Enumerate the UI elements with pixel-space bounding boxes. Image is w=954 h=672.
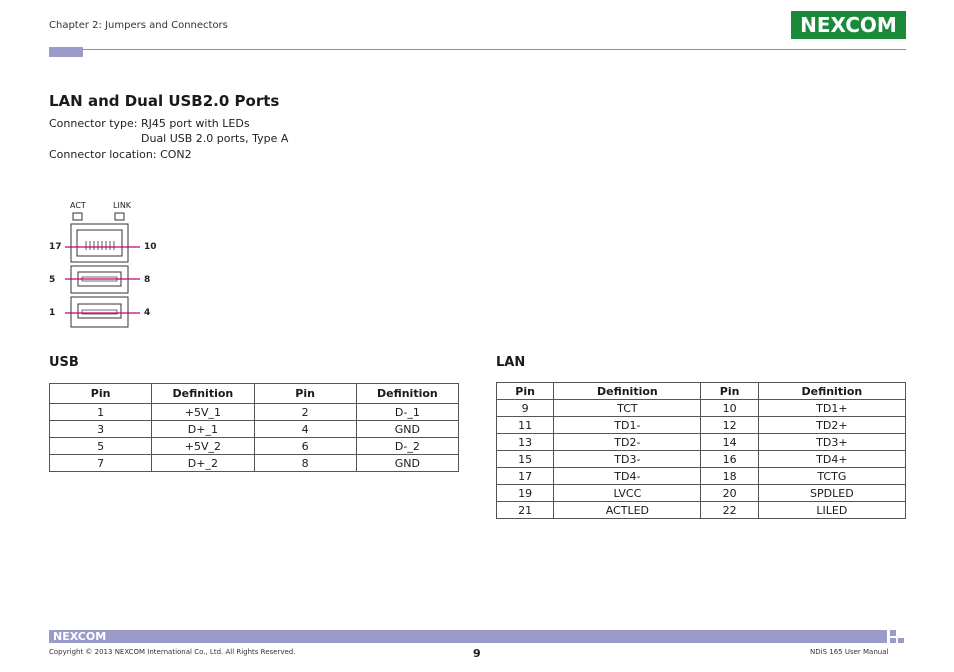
- table-cell: TCTG: [758, 468, 905, 485]
- table-cell: 2: [254, 404, 356, 421]
- usb-section-title: USB: [49, 355, 79, 370]
- table-cell: TD4+: [758, 451, 905, 468]
- table-row: [50, 438, 459, 455]
- table-cell: TCT: [554, 400, 701, 417]
- connector-type: Connector type: RJ45 port with LEDs: [49, 117, 250, 130]
- table-cell: 9: [497, 400, 554, 417]
- col-header: Pin: [497, 383, 554, 400]
- table-cell: 12: [701, 417, 758, 434]
- table-row: [497, 400, 906, 417]
- usb2-socket: [78, 304, 121, 318]
- table-cell: 8: [254, 455, 356, 472]
- act-label: ACT: [70, 201, 86, 210]
- pin-lines: [65, 247, 140, 313]
- table-cell: 19: [497, 485, 554, 502]
- col-header: Pin: [50, 384, 152, 404]
- table-cell: TD2+: [758, 417, 905, 434]
- footer-logo: NEXCOM: [53, 630, 107, 643]
- lan-pin-table: [496, 382, 906, 519]
- section-title: LAN and Dual USB2.0 Ports: [49, 92, 280, 110]
- footer-square-accent: [890, 638, 896, 643]
- table-cell: 16: [701, 451, 758, 468]
- table-cell: LILED: [758, 502, 905, 519]
- table-cell: D-_2: [356, 438, 458, 455]
- table-cell: GND: [356, 421, 458, 438]
- link-led-shape: [115, 213, 124, 220]
- table-cell: TD4-: [554, 468, 701, 485]
- table-cell: TD3+: [758, 434, 905, 451]
- pin-label-5: 5: [49, 275, 56, 285]
- table-cell: GND: [356, 455, 458, 472]
- table-row: [497, 468, 906, 485]
- table-cell: 18: [701, 468, 758, 485]
- table-row: [50, 455, 459, 472]
- table-cell: 5: [50, 438, 152, 455]
- header-rule-accent: [49, 47, 83, 57]
- table-cell: 1: [50, 404, 152, 421]
- table-cell: +5V_1: [152, 404, 254, 421]
- table-row: [50, 404, 459, 421]
- table-cell: TD1-: [554, 417, 701, 434]
- header-rule: [49, 49, 906, 50]
- table-cell: 3: [50, 421, 152, 438]
- table-cell: 7: [50, 455, 152, 472]
- table-cell: 11: [497, 417, 554, 434]
- page-number: 9: [473, 647, 481, 660]
- table-cell: 15: [497, 451, 554, 468]
- lan-section-title: LAN: [496, 355, 526, 370]
- table-cell: 20: [701, 485, 758, 502]
- pin-label-10: 10: [144, 242, 157, 252]
- table-row: [497, 417, 906, 434]
- pin-label-17: 17: [49, 242, 62, 252]
- copyright-text: Copyright © 2013 NEXCOM International Co., Ltd. All Rights Reserved.: [49, 648, 296, 656]
- col-header: Pin: [701, 383, 758, 400]
- usb-pin-table: [49, 383, 459, 472]
- table-row: [497, 502, 906, 519]
- table-cell: 10: [701, 400, 758, 417]
- link-label: LINK: [113, 201, 132, 210]
- act-led-shape: [73, 213, 82, 220]
- table-cell: SPDLED: [758, 485, 905, 502]
- connector-diagram: [60, 210, 150, 330]
- table-cell: TD3-: [554, 451, 701, 468]
- pin-label-8: 8: [144, 275, 151, 285]
- col-header: Definition: [554, 383, 701, 400]
- table-cell: 4: [254, 421, 356, 438]
- col-header: Pin: [254, 384, 356, 404]
- table-cell: LVCC: [554, 485, 701, 502]
- footer-square-accent: [898, 638, 904, 643]
- usb2-outline: [71, 297, 128, 327]
- connector-type-line2: Dual USB 2.0 ports, Type A: [141, 132, 289, 145]
- table-cell: D+_1: [152, 421, 254, 438]
- rj45-socket: [77, 230, 122, 256]
- table-cell: D+_2: [152, 455, 254, 472]
- table-header-row: [497, 383, 906, 400]
- footer-bar: [49, 630, 887, 643]
- logo-text: NEXCOM: [800, 13, 897, 37]
- table-row: [497, 485, 906, 502]
- footer-square-accent: [890, 630, 896, 636]
- chapter-heading: Chapter 2: Jumpers and Connectors: [49, 20, 228, 31]
- table-row: [50, 421, 459, 438]
- col-header: Definition: [758, 383, 905, 400]
- table-row: [497, 451, 906, 468]
- table-cell: 22: [701, 502, 758, 519]
- table-row: [497, 434, 906, 451]
- table-cell: 6: [254, 438, 356, 455]
- table-cell: TD1+: [758, 400, 905, 417]
- nexcom-logo: [791, 11, 906, 39]
- pin-label-1: 1: [49, 308, 56, 318]
- table-cell: 13: [497, 434, 554, 451]
- table-cell: D-_1: [356, 404, 458, 421]
- table-header-row: [50, 384, 459, 404]
- col-header: Definition: [152, 384, 254, 404]
- table-cell: +5V_2: [152, 438, 254, 455]
- rj45-contacts: [86, 241, 114, 250]
- table-cell: 17: [497, 468, 554, 485]
- col-header: Definition: [356, 384, 458, 404]
- table-cell: 21: [497, 502, 554, 519]
- pin-label-4: 4: [144, 308, 151, 318]
- table-cell: TD2-: [554, 434, 701, 451]
- table-cell: 14: [701, 434, 758, 451]
- table-cell: ACTLED: [554, 502, 701, 519]
- manual-name: NDiS 165 User Manual: [810, 648, 889, 656]
- connector-location: Connector location: CON2: [49, 148, 192, 161]
